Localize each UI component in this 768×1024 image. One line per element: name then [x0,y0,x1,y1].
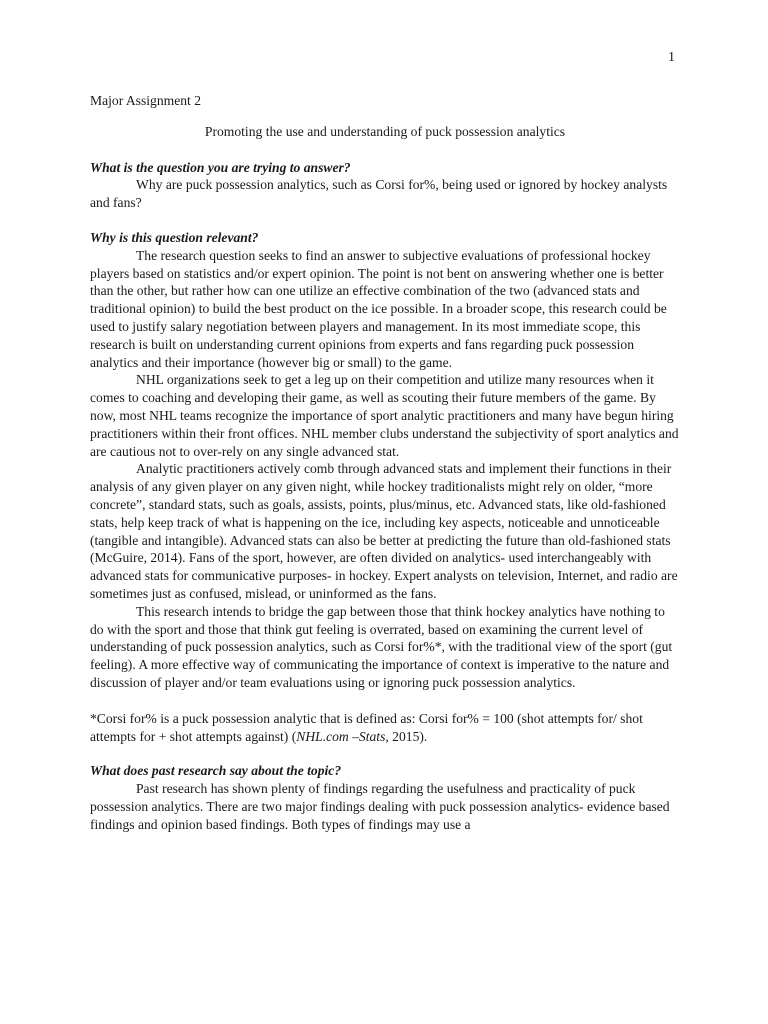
footnote [90,710,680,746]
assignment-label: Major Assignment 2 [90,93,202,108]
section-heading-past-research: What does past research say about the topic? [90,763,342,779]
relevance-paragraph-2: NHL organizations seek to get a leg up on their competition and utilize many resources when it comes to coaching and developing their game, as well as scouting their future members of the game. By now, most NHL teams recognize the importance of sport analytic practitioners and many have begun hiring practitioners within their front offices. NHL member clubs understand the subjectivity of sport analytics and are cautious not to over-rely on any single advanced stat. [90,372,679,459]
section-heading-question: What is the question you are trying to answer? [90,159,351,175]
document-title: Promoting the use and understanding of puck possession analytics [204,123,566,139]
relevance-paragraph-1: The research question seeks to find an answer to subjective evaluations of professional hockey players based on statistics and/or expert opinion. The point is not bent on answering whether one is better than the other, but rather how can one utilize an effective combination of the two (advanced stats and traditional opinion) to build the best product on the ice possible. In a broader scope, this research could be used to justify salary negotiation between players and management. In its most immediate scope, this research is built on understanding current opinions from experts and fans regarding puck possession analytics and their importance (however big or small) to the game. [90,247,667,370]
relevance-paragraph-3: Analytic practitioners actively comb through advanced stats and implement their functions in their analysis of any given player on any given night, while hockey traditionalists might rely on older, “more concrete”, standard stats, such as goals, assists, points, plus/minus, etc. Advanced stats, like old-fashioned stats, help keep track of what is happening on the ice, including key aspects, noticeable and unnoticeable (tangible and intangible). Advanced stats can also be better at predicting the future than old-fashioned stats (McGuire, 2014). Fans of the sport, however, are often divided on analytics- used interchangeably with advanced stats for communicative purposes- in hockey. Expert analysts on television, Internet, and radio are sometimes just as confused, mislead, or uninformed as the fans. [90,461,678,601]
page-number: 1 [668,50,675,65]
footnote-text-before: *Corsi for% is a puck possession analytic that is defined as: Corsi for% = 100 (shot attempts for/ shot attempts for + shot attempts against) ( [90,710,643,744]
footnote-source: NHL.com –Stats [296,728,386,744]
past-research-paragraph: Past research has shown plenty of findings regarding the usefulness and practicality of puck possession analytics. There are two major findings dealing with puck possession analytics- evidence based findings and opinion based findings. Both types of findings may use a [90,781,670,832]
question-paragraph: Why are puck possession analytics, such as Corsi for%, being used or ignored by hockey analysts and fans? [90,177,668,211]
relevance-paragraph-4: This research intends to bridge the gap between those that think hockey analytics have nothing to do with the sport and those that think gut feeling is overrated, based on examining the current level of understanding of puck possession analytics, such as Corsi for%*, with the traditional view of the sport (gut feeling). A more effective way of communicating the importance of context is imperative to the nature and discussion of player and/or team evaluations using or ignoring puck possession analytics. [90,603,673,690]
footnote-text-after: , 2015). [385,728,428,744]
document-body [90,92,680,833]
section-heading-relevance: Why is this question relevant? [90,229,259,245]
